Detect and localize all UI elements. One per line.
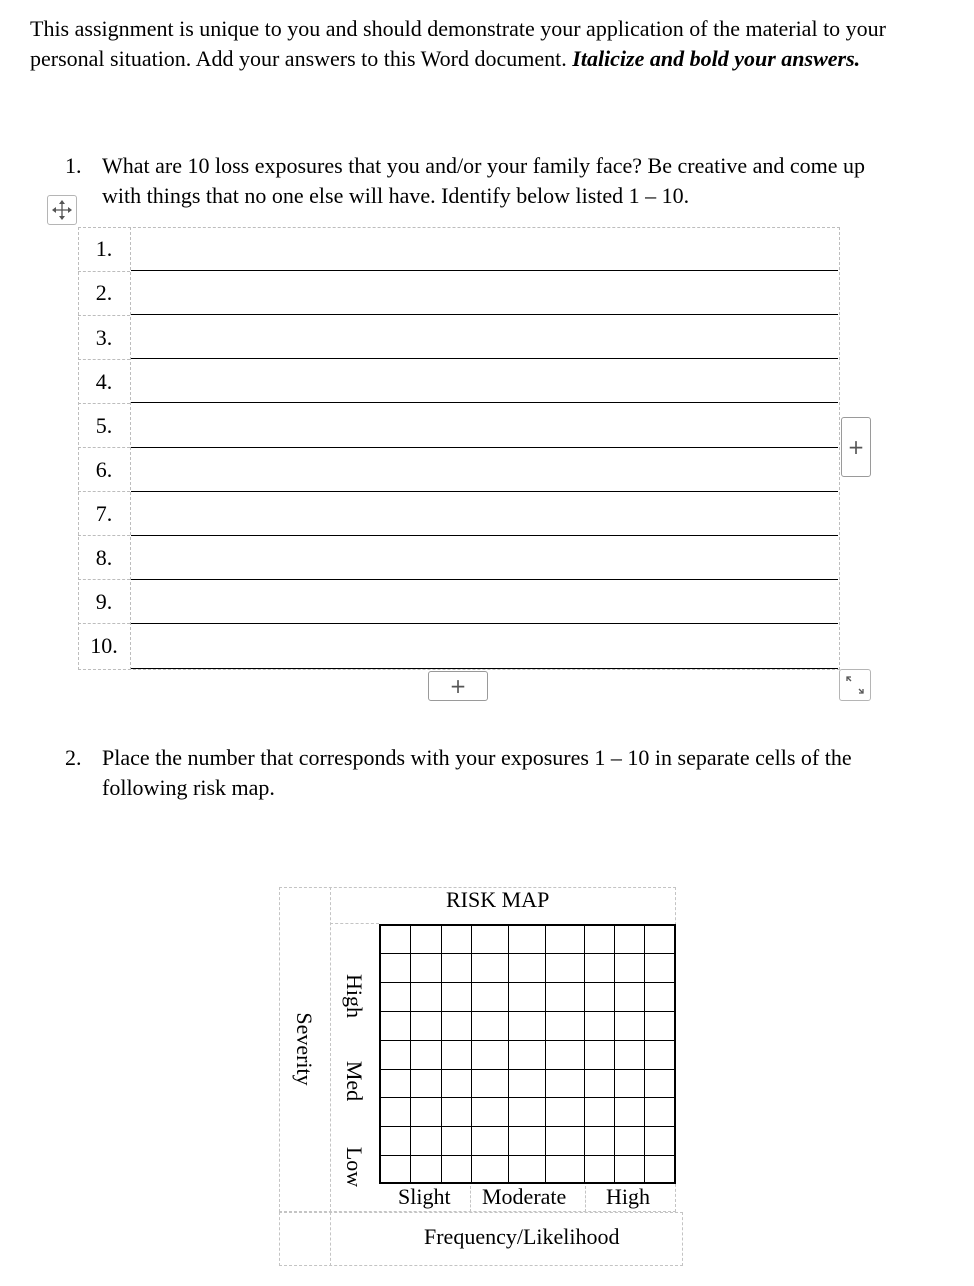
exposure-number-5: 5.: [95, 413, 113, 438]
grid-column-line: [614, 924, 615, 1184]
grid-column-line: [410, 924, 411, 1184]
table-move-handle[interactable]: [47, 195, 77, 225]
exposure-number-9: 9.: [95, 589, 113, 614]
answer-line-7[interactable]: [131, 535, 838, 536]
answer-line-4[interactable]: [131, 402, 838, 403]
risk-map-grid[interactable]: [379, 924, 676, 1184]
intro-text: This assignment is unique to you and should demonstrate your application of the material to your personal situation. Add your answers to this Word document.: [30, 16, 887, 71]
grid-column-line: [644, 924, 645, 1184]
exposure-number-1: 1.: [95, 236, 113, 261]
question-2-number: 2.: [65, 745, 82, 770]
move-arrows-icon: [51, 199, 73, 221]
question-1: [65, 151, 915, 213]
resize-arrows-icon: [840, 670, 870, 700]
question-2-text: Place the number that corresponds with your exposures 1 – 10 in separate cells of the following risk map.: [102, 745, 852, 800]
intro-paragraph: [30, 14, 930, 74]
table-column-divider: [130, 227, 131, 670]
risk-map-header-divider: [330, 923, 379, 924]
risk-map-title: RISK MAP: [446, 887, 550, 912]
grid-row-line: [379, 1155, 676, 1156]
exposure-number-3: 3.: [95, 325, 113, 350]
severity-label: Severity: [292, 1012, 317, 1086]
frequency-axis-label: Frequency/Likelihood: [424, 1224, 620, 1249]
intro-emphasis: Italicize and bold your answers.: [572, 46, 861, 71]
grid-column-line: [508, 924, 509, 1184]
grid-row-line: [379, 1011, 676, 1012]
grid-row-line: [379, 1069, 676, 1070]
answer-line-5[interactable]: [131, 447, 838, 448]
answer-line-3[interactable]: [131, 358, 838, 359]
exposure-number-10: 10.: [90, 633, 118, 658]
exposure-number-4: 4.: [95, 369, 113, 394]
table-resize-handle[interactable]: [839, 669, 871, 701]
frequency-row-divider: [330, 1212, 331, 1266]
grid-row-line: [379, 1097, 676, 1098]
grid-column-line: [471, 924, 472, 1184]
grid-column-line: [584, 924, 585, 1184]
answer-line-10[interactable]: [131, 668, 838, 669]
exposure-number-2: 2.: [95, 280, 113, 305]
answer-line-9[interactable]: [131, 623, 838, 624]
exposure-number-7: 7.: [95, 501, 113, 526]
risk-map-column-divider: [330, 887, 331, 1212]
add-row-button[interactable]: +: [428, 671, 488, 701]
answer-line-6[interactable]: [131, 491, 838, 492]
frequency-moderate-label: Moderate: [482, 1184, 567, 1209]
frequency-high-label: High: [606, 1184, 650, 1209]
grid-row-line: [379, 1126, 676, 1127]
grid-row-line: [379, 982, 676, 983]
grid-column-line: [441, 924, 442, 1184]
question-2: [65, 743, 935, 805]
question-1-text: What are 10 loss exposures that you and/or your family face? Be creative and come up with things that no one else will have. Identify below listed 1 – 10.: [102, 153, 865, 208]
severity-high-label: High: [342, 974, 367, 1018]
grid-column-line: [545, 924, 546, 1184]
exposure-table: [78, 227, 840, 670]
frequency-slight-label: Slight: [398, 1184, 451, 1209]
exposure-number-8: 8.: [95, 545, 113, 570]
severity-low-label: Low: [342, 1146, 367, 1188]
answer-line-2[interactable]: [131, 314, 838, 315]
frequency-cell-divider: [470, 1186, 471, 1212]
grid-row-line: [379, 1040, 676, 1041]
severity-med-label: Med: [342, 1060, 367, 1102]
grid-row-line: [379, 953, 676, 954]
answer-line-1[interactable]: [131, 270, 838, 271]
question-1-number: 1.: [65, 153, 82, 178]
exposure-number-6: 6.: [95, 457, 113, 482]
add-column-button[interactable]: +: [841, 417, 871, 477]
frequency-cell-divider: [585, 1186, 586, 1212]
answer-line-8[interactable]: [131, 579, 838, 580]
